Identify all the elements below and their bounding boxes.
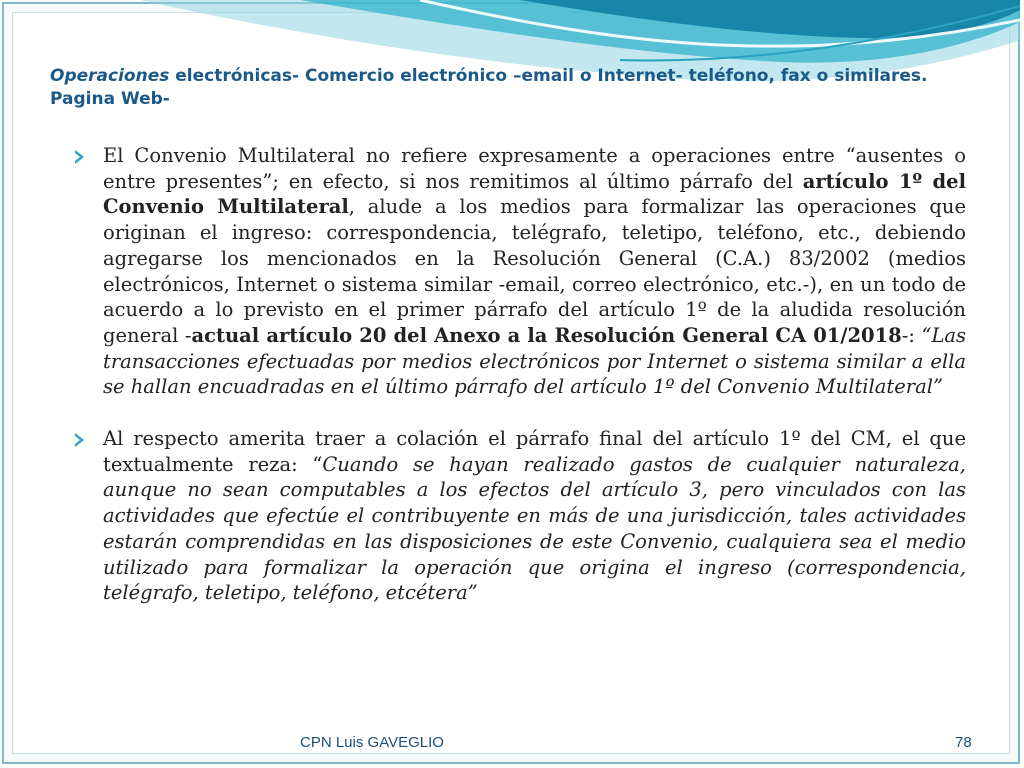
bullet-arrow-icon xyxy=(75,433,84,447)
slide-title-first-word: Operaciones xyxy=(50,66,170,86)
bullet-1-bold-2: actual artículo 20 del Anexo a la Resolución General CA 01/2018 xyxy=(191,323,902,347)
page-number: 78 xyxy=(955,734,972,751)
bullet-1-text-1: El Convenio Multilateral no refiere expresamente a operaciones entre “ausentes o entre presentes”; en efecto, si nos remitimos al último párrafo del xyxy=(103,144,966,193)
bullet-1-text-2: , alude a los medios para formalizar las operaciones que originan el ingreso: correspondencia, telégrafo, teletipo, teléfono, etc., debiendo agregarse los mencionados en la Resolución General (C.A.) 83/2002 (medios electrónicos, Internet o sistema similar -email, correo electrónico, etc.-), en un todo de acuerdo a lo previsto en el primer párrafo del artículo 1º de la aludida resolución general - xyxy=(103,195,966,347)
slide-title xyxy=(50,65,980,111)
footer-author: CPN Luis GAVEGLIO xyxy=(300,734,444,751)
bullet-1-bold-1: artículo 1º del Convenio Multilateral xyxy=(103,169,966,219)
bullet-2-quote: Cuando se hayan realizado gastos de cualquier naturaleza, aunque no sean computables a los efectos del artículo 3, pero vinculados con las actividades que efectúe el contribuyente en más de una jurisdicción, tales actividades estarán comprendidas en las disposiciones de este Convenio, cualquiera sea el medio utilizado para formalizar la operación que origina el ingreso (correspondencia, telégrafo, teletipo, teléfono, etcétera” xyxy=(103,452,967,605)
slide-title-rest: electrónicas- Comercio electrónico –email o Internet- teléfono, fax o similares. Pagina Web- xyxy=(50,66,928,109)
bullet-1 xyxy=(73,143,966,400)
bullet-1-quote: “Las transacciones efectuadas por medios electrónicos por Internet o sistema similar a ella se hallan encuadradas en el último párrafo del artículo 1º del Convenio Multilateral” xyxy=(103,323,967,399)
bullet-1-text-3: -: xyxy=(901,323,922,347)
bullet-arrow-icon xyxy=(75,150,84,164)
slide-content xyxy=(73,143,966,606)
bullet-2-text-1: Al respecto amerita traer a colación el párrafo final del artículo 1º del CM, el que textualmente reza: “ xyxy=(103,427,966,476)
bullet-2 xyxy=(73,426,966,606)
